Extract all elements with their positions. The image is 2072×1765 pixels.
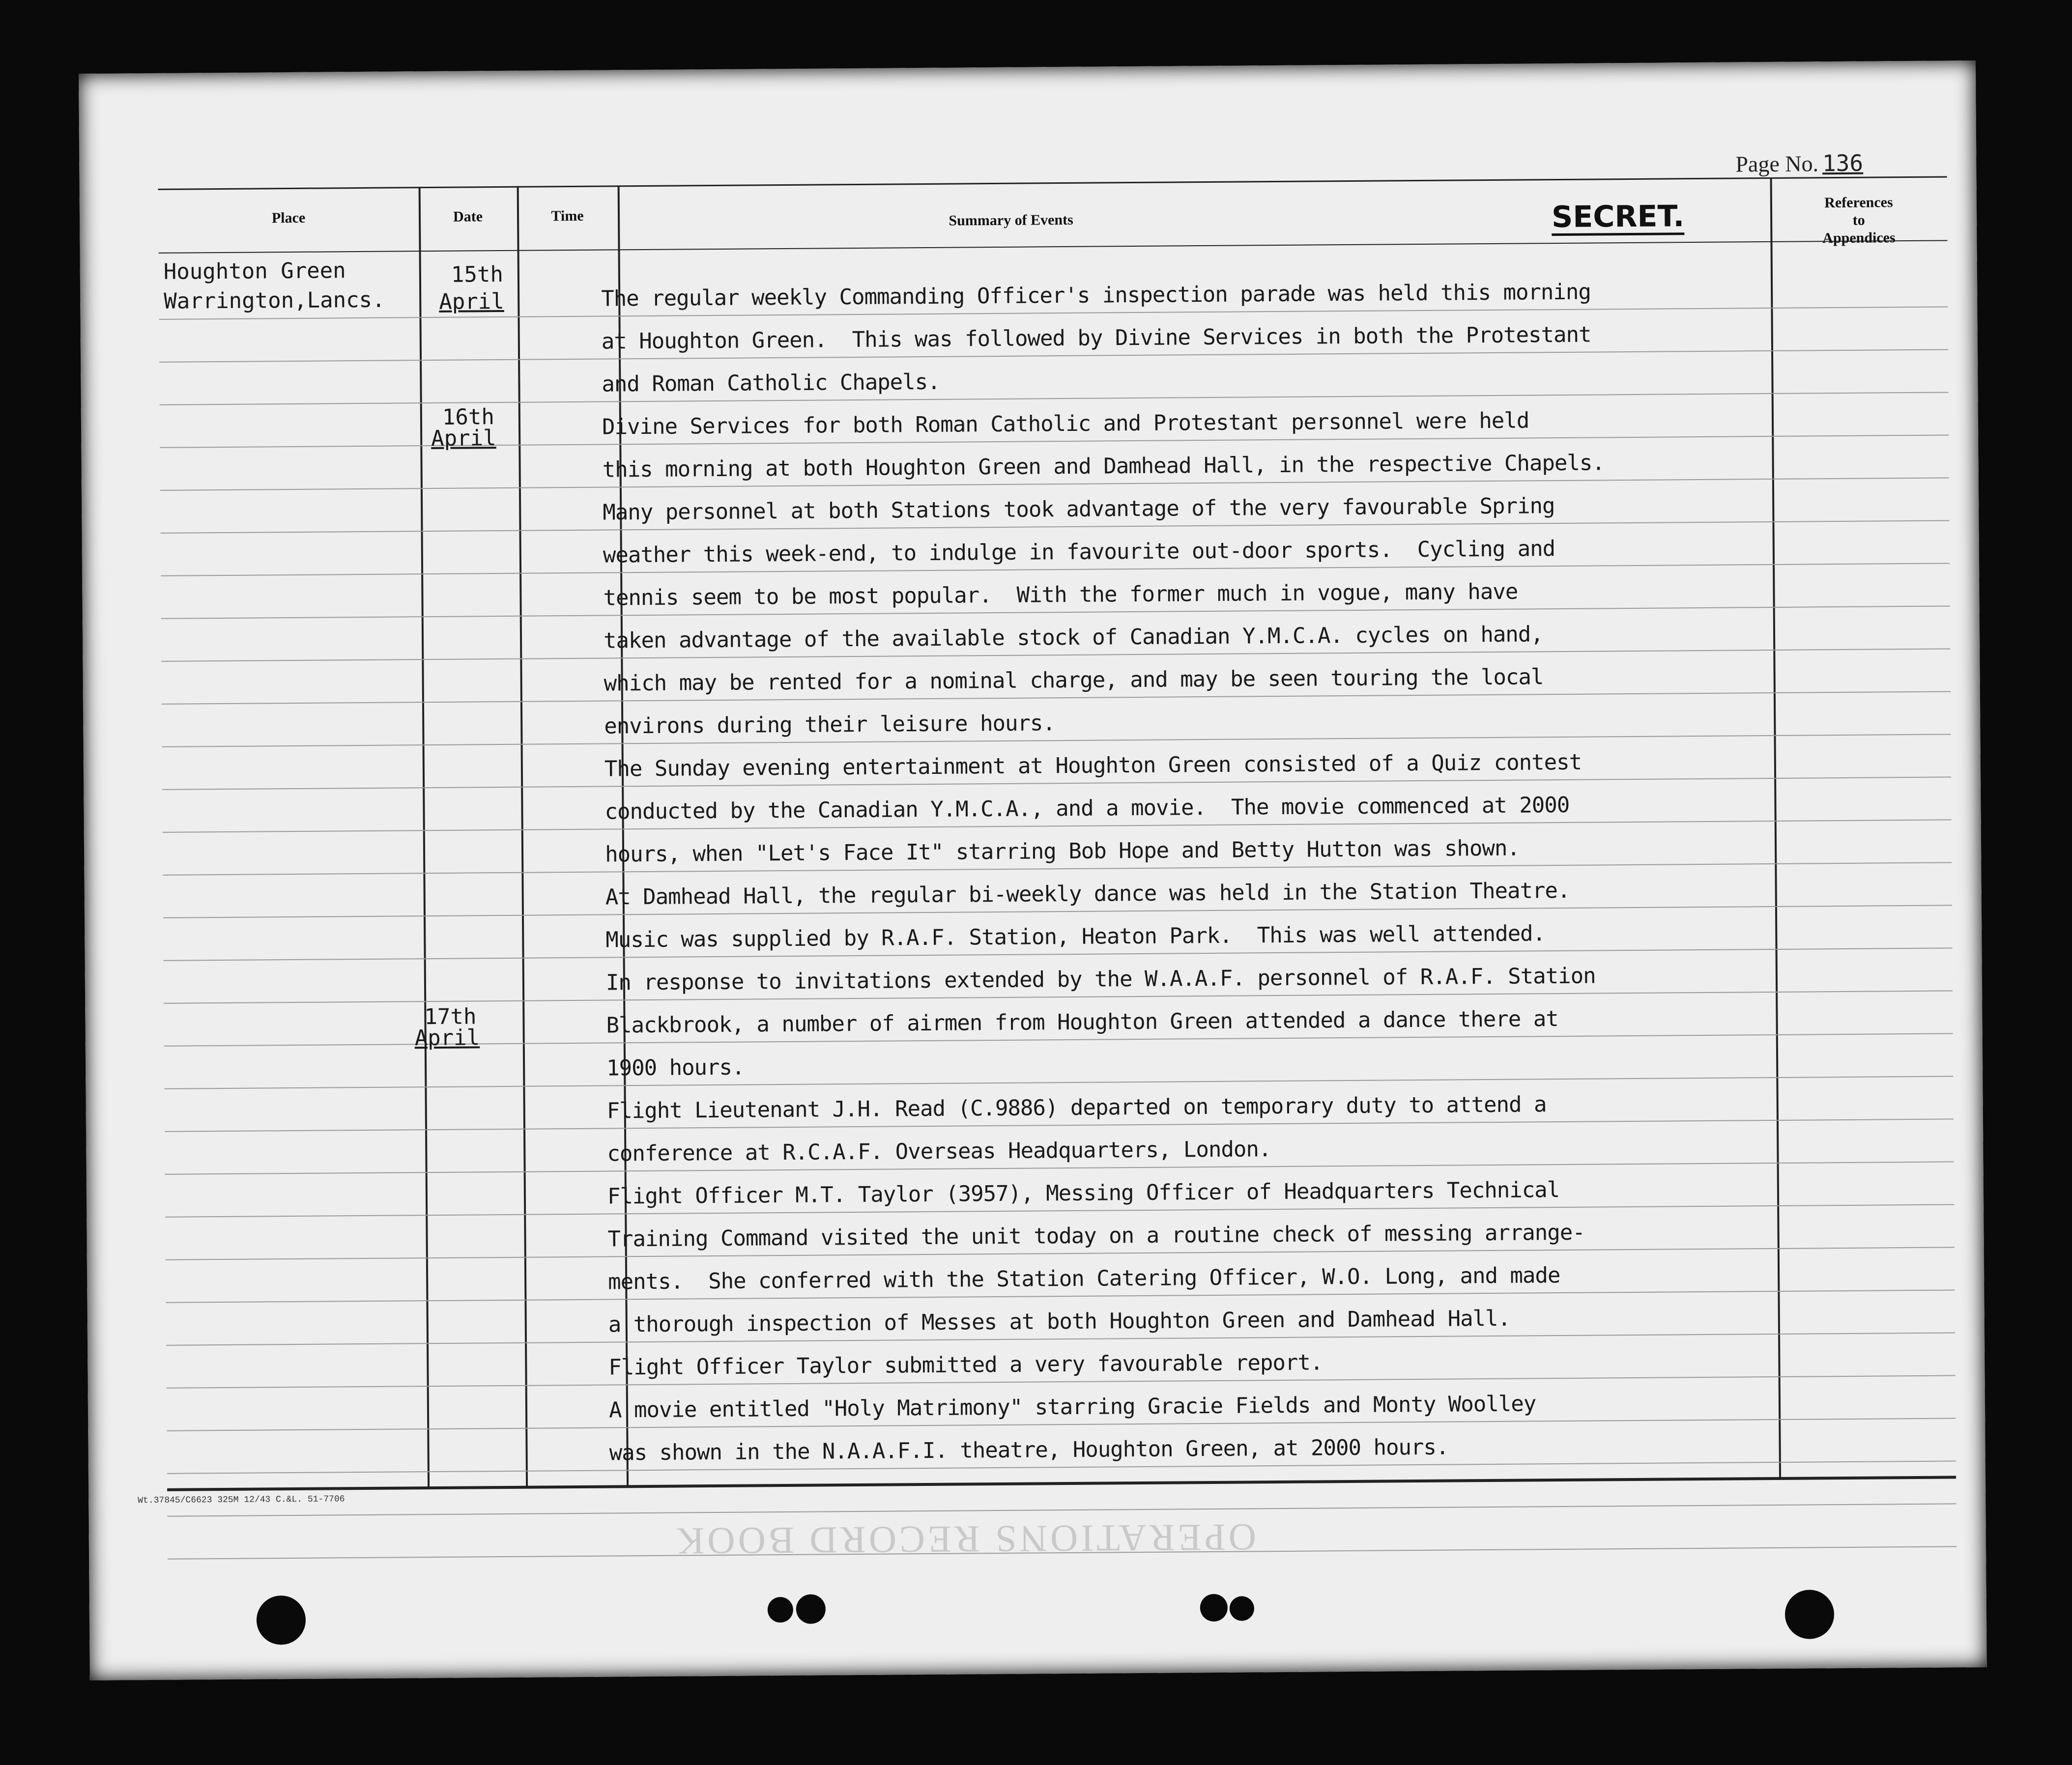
- binder-hole: [1200, 1594, 1228, 1622]
- summary-line: and Roman Catholic Chapels.: [602, 369, 940, 397]
- summary-line: which may be rented for a nominal charge, and may be seen touring the local: [604, 664, 1544, 696]
- summary-line: Training Command visited the unit today on a routine check of messing arrange-: [607, 1220, 1585, 1252]
- summary-line: Divine Services for both Roman Catholic and Protestant personnel were held: [602, 408, 1529, 440]
- column-header-time: Time: [551, 207, 584, 225]
- place-line-1: Houghton Green: [163, 258, 346, 285]
- summary-line: At Damhead Hall, the regular bi-weekly dance was held in the Station Theatre.: [605, 878, 1570, 910]
- summary-line: ments. She conferred with the Station Catering Officer, W.O. Long, and made: [608, 1263, 1560, 1295]
- page-number-value: 136: [1822, 149, 1864, 177]
- date-day-2: 16th: [442, 404, 495, 430]
- ruled-line: [160, 477, 1949, 490]
- table-bottom-rule: [167, 1476, 1956, 1491]
- binder-hole: [768, 1597, 793, 1623]
- summary-line: Flight Officer Taylor submitted a very favourable report.: [608, 1350, 1323, 1380]
- summary-line: Blackbrook, a number of airmen from Houghton Green attended a dance there at: [606, 1006, 1558, 1038]
- column-divider-place: [419, 187, 430, 1489]
- summary-line: The Sunday evening entertainment at Houghton Green consisted of a Quiz contest: [604, 749, 1582, 782]
- ruled-line: [167, 1375, 1956, 1388]
- column-header-summary: Summary of Events: [949, 211, 1073, 229]
- ruled-line: [160, 392, 1949, 405]
- ruled-line: [161, 648, 1950, 661]
- ruled-line: [159, 349, 1948, 362]
- page-number-field: [1735, 150, 1863, 177]
- summary-line: Many personnel at both Stations took advantage of the very favourable Spring: [603, 493, 1555, 525]
- ruled-line: [164, 947, 1953, 961]
- ruled-line: [160, 434, 1949, 448]
- column-divider-summary: [1770, 177, 1782, 1480]
- watermark-text: OPERATIONS RECORD BOOK: [673, 1516, 1257, 1563]
- binder-hole: [1230, 1596, 1254, 1621]
- ruled-lines: [79, 60, 1976, 74]
- column-header-date: Date: [453, 208, 483, 225]
- ruled-line: [163, 819, 1952, 832]
- summary-line: taken advantage of the available stock of Canadian Y.M.C.A. cycles on hand,: [603, 622, 1543, 654]
- summary-line: at Houghton Green. This was followed by Divine Services in both the Protestant: [601, 322, 1591, 354]
- binder-hole-left: [257, 1595, 306, 1645]
- binder-hole: [796, 1594, 826, 1623]
- summary-line: Flight Officer M.T. Taylor (3957), Messing Officer of Headquarters Technical: [607, 1177, 1560, 1209]
- record-sheet: [79, 60, 1987, 1680]
- date-month-1: April: [439, 288, 504, 314]
- ruled-line: [167, 1418, 1956, 1431]
- ruled-line: [166, 1332, 1955, 1345]
- summary-line: tennis seem to be most popular. With the former much in vogue, many have: [603, 579, 1518, 611]
- summary-line: was shown in the N.A.A.F.I. theatre, Houghton Green, at 2000 hours.: [609, 1434, 1449, 1466]
- ruled-line: [161, 520, 1950, 533]
- date-day-1: 15th: [451, 261, 504, 287]
- summary-line: The regular weekly Commanding Officer's inspection parade was held this morning: [601, 279, 1591, 312]
- summary-line: weather this week-end, to indulge in favourite out-door sports. Cycling and: [603, 536, 1555, 568]
- summary-line: A movie entitled "Holy Matrimony" starring Gracie Fields and Monty Woolley: [608, 1391, 1536, 1423]
- ruled-line: [164, 990, 1953, 1003]
- summary-line: conference at R.C.A.F. Overseas Headquarters, London.: [607, 1137, 1271, 1167]
- summary-line: Music was supplied by R.A.F. Station, Heaton Park. This was well attended.: [605, 921, 1546, 953]
- ruled-line: [166, 1247, 1955, 1260]
- ruled-line: [167, 1460, 1956, 1474]
- summary-line: this morning at both Houghton Green and Damhead Hall, in the respective Chapels.: [602, 450, 1605, 483]
- form-print-reference: Wt.37845/C6623 325M 12/43 C.&L. 51-7706: [138, 1494, 345, 1506]
- summary-line: environs during their leisure hours.: [604, 711, 1056, 739]
- summary-line: 1900 hours.: [606, 1054, 745, 1081]
- page-number-label: Page No.: [1735, 151, 1819, 177]
- ruled-line: [165, 1161, 1954, 1174]
- ruled-line: [162, 691, 1951, 704]
- ruled-line: [167, 1503, 1956, 1516]
- column-divider-date: [517, 186, 528, 1488]
- ruled-line: [165, 1204, 1954, 1217]
- ruled-line: [159, 306, 1948, 319]
- place-line-2: Warrington,Lancs.: [164, 287, 385, 314]
- binder-hole-right: [1785, 1590, 1835, 1639]
- summary-line: Flight Lieutenant J.H. Read (C.9886) departed on temporary duty to attend a: [606, 1092, 1547, 1124]
- ruled-line: [166, 1289, 1955, 1303]
- ruled-line: [165, 1118, 1954, 1132]
- column-header-references: References to Appendices: [1822, 194, 1896, 247]
- ruled-line: [161, 563, 1950, 576]
- summary-line: conducted by the Canadian Y.M.C.A., and a movie. The movie commenced at 2000: [604, 792, 1570, 825]
- header-bottom-rule: [159, 240, 1948, 253]
- ruled-line: [161, 605, 1950, 619]
- summary-line: hours, when "Let's Face It" starring Bob Hope and Betty Hutton was shown.: [604, 835, 1520, 867]
- ruled-line: [163, 862, 1952, 875]
- ruled-line: [164, 1076, 1953, 1089]
- date-month-3: April: [414, 1025, 480, 1051]
- date-day-3: 17th: [424, 1004, 477, 1030]
- ruled-line: [163, 905, 1952, 918]
- summary-line: a thorough inspection of Messes at both Houghton Green and Damhead Hall.: [608, 1306, 1511, 1338]
- secret-stamp: SECRET.: [1552, 200, 1685, 236]
- ruled-line: [162, 776, 1951, 790]
- summary-line: In response to invitations extended by the W.A.A.F. personnel of R.A.F. Station: [605, 963, 1596, 996]
- column-header-place: Place: [271, 209, 306, 227]
- date-month-2: April: [431, 426, 496, 452]
- table-top-rule: [158, 176, 1947, 190]
- ruled-line: [162, 734, 1951, 747]
